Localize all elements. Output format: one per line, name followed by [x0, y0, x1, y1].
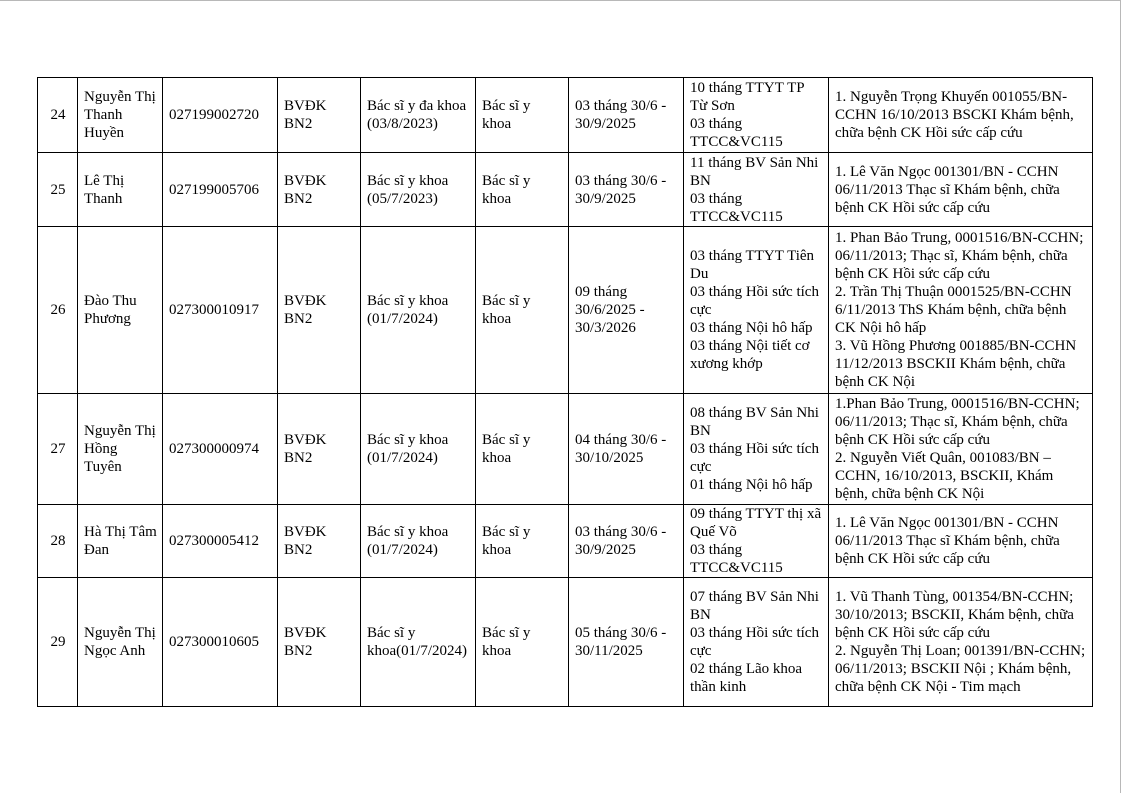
practice-content: 03 tháng TTYT Tiên Du 03 tháng Hồi sức tích cực 03 tháng Nội hô hấp 03 tháng Nội tiết cơ xương khớp [684, 227, 829, 394]
degree: Bác sĩ y khoa (05/7/2023) [361, 153, 476, 227]
practice-unit: BVĐK BN2 [278, 394, 361, 505]
supervisor-info: 1. Vũ Thanh Tùng, 001354/BN-CCHN; 30/10/2013; BSCKII, Khám bệnh, chữa bệnh CK Hồi sức cấp cứu 2. Nguyễn Thị Loan; 001391/BN-CCHN; 06/11/2013; BSCKII Nội ; Khám bệnh, chữa bệnh CK Nội - Tim mạch [829, 578, 1093, 707]
practice-content: 11 tháng BV Sản Nhi BN 03 tháng TTCC&VC115 [684, 153, 829, 227]
id-number: 027300000974 [163, 394, 278, 505]
supervisor-info: 1.Phan Bảo Trung, 0001516/BN-CCHN; 06/11/2013; Thạc sĩ, Khám bệnh, chữa bệnh CK Hồi sức cấp cứu 2. Nguyễn Viết Quân, 001083/BN – CCHN, 16/10/2013, BSCKII, Khám bệnh, chữa bệnh CK Nội [829, 394, 1093, 505]
supervisor-info: 1. Phan Bảo Trung, 0001516/BN-CCHN; 06/11/2013; Thạc sĩ, Khám bệnh, chữa bệnh CK Hồi sức cấp cứu 2. Trần Thị Thuận 0001525/BN-CCHN 6/11/2013 ThS Khám bệnh, chữa bệnh CK Nội hô hấp 3. Vũ Hồng Phương 001885/BN-CCHN 11/12/2013 BSCKII Khám bệnh, chữa bệnh CK Nội [829, 227, 1093, 394]
practice-period: 03 tháng 30/6 - 30/9/2025 [569, 153, 684, 227]
practice-content: 10 tháng TTYT TP Từ Sơn 03 tháng TTCC&VC115 [684, 78, 829, 153]
table-row [38, 578, 1093, 707]
practitioner-name: Lê Thị Thanh [78, 153, 163, 227]
row-number: 27 [38, 394, 78, 505]
practice-unit: BVĐK BN2 [278, 227, 361, 394]
practice-unit: BVĐK BN2 [278, 578, 361, 707]
table-row [38, 394, 1093, 505]
degree: Bác sĩ y khoa (01/7/2024) [361, 505, 476, 578]
degree: Bác sĩ y đa khoa (03/8/2023) [361, 78, 476, 153]
roster-table [37, 77, 1093, 707]
practice-content: 08 tháng BV Sản Nhi BN 03 tháng Hồi sức tích cực 01 tháng Nội hô hấp [684, 394, 829, 505]
row-number: 29 [38, 578, 78, 707]
supervisor-info: 1. Lê Văn Ngọc 001301/BN - CCHN 06/11/2013 Thạc sĩ Khám bệnh, chữa bệnh CK Hồi sức cấp cứu [829, 153, 1093, 227]
id-number: 027199005706 [163, 153, 278, 227]
practitioner-name: Đào Thu Phương [78, 227, 163, 394]
practice-content: 09 tháng TTYT thị xã Quế Võ 03 tháng TTCC&VC115 [684, 505, 829, 578]
practice-scope: Bác sĩ y khoa [476, 153, 569, 227]
id-number: 027199002720 [163, 78, 278, 153]
practitioner-name: Nguyễn Thị Thanh Huyền [78, 78, 163, 153]
practice-unit: BVĐK BN2 [278, 153, 361, 227]
practice-period: 03 tháng 30/6 - 30/9/2025 [569, 78, 684, 153]
table-row [38, 153, 1093, 227]
practitioner-name: Hà Thị Tâm Đan [78, 505, 163, 578]
practice-scope: Bác sĩ y khoa [476, 78, 569, 153]
practice-content: 07 tháng BV Sản Nhi BN 03 tháng Hồi sức tích cực 02 tháng Lão khoa thần kinh [684, 578, 829, 707]
row-number: 28 [38, 505, 78, 578]
practice-unit: BVĐK BN2 [278, 505, 361, 578]
degree: Bác sĩ y khoa (01/7/2024) [361, 394, 476, 505]
table-row [38, 505, 1093, 578]
practice-unit: BVĐK BN2 [278, 78, 361, 153]
row-number: 26 [38, 227, 78, 394]
row-number: 25 [38, 153, 78, 227]
practice-period: 05 tháng 30/6 - 30/11/2025 [569, 578, 684, 707]
practice-period: 03 tháng 30/6 - 30/9/2025 [569, 505, 684, 578]
practice-period: 04 tháng 30/6 - 30/10/2025 [569, 394, 684, 505]
practice-scope: Bác sĩ y khoa [476, 505, 569, 578]
id-number: 027300005412 [163, 505, 278, 578]
practice-period: 09 tháng 30/6/2025 - 30/3/2026 [569, 227, 684, 394]
practice-scope: Bác sĩ y khoa [476, 578, 569, 707]
id-number: 027300010917 [163, 227, 278, 394]
table-row [38, 227, 1093, 394]
practitioner-name: Nguyễn Thị Hồng Tuyên [78, 394, 163, 505]
supervisor-info: 1. Nguyễn Trọng Khuyến 001055/BN-CCHN 16/10/2013 BSCKI Khám bệnh, chữa bệnh CK Hồi sức cấp cứu [829, 78, 1093, 153]
row-number: 24 [38, 78, 78, 153]
supervisor-info: 1. Lê Văn Ngọc 001301/BN - CCHN 06/11/2013 Thạc sĩ Khám bệnh, chữa bệnh CK Hồi sức cấp cứu [829, 505, 1093, 578]
degree: Bác sĩ y khoa (01/7/2024) [361, 227, 476, 394]
practitioner-name: Nguyễn Thị Ngọc Anh [78, 578, 163, 707]
table-row [38, 78, 1093, 153]
practice-scope: Bác sĩ y khoa [476, 227, 569, 394]
id-number: 027300010605 [163, 578, 278, 707]
practice-scope: Bác sĩ y khoa [476, 394, 569, 505]
degree: Bác sĩ y khoa(01/7/2024) [361, 578, 476, 707]
